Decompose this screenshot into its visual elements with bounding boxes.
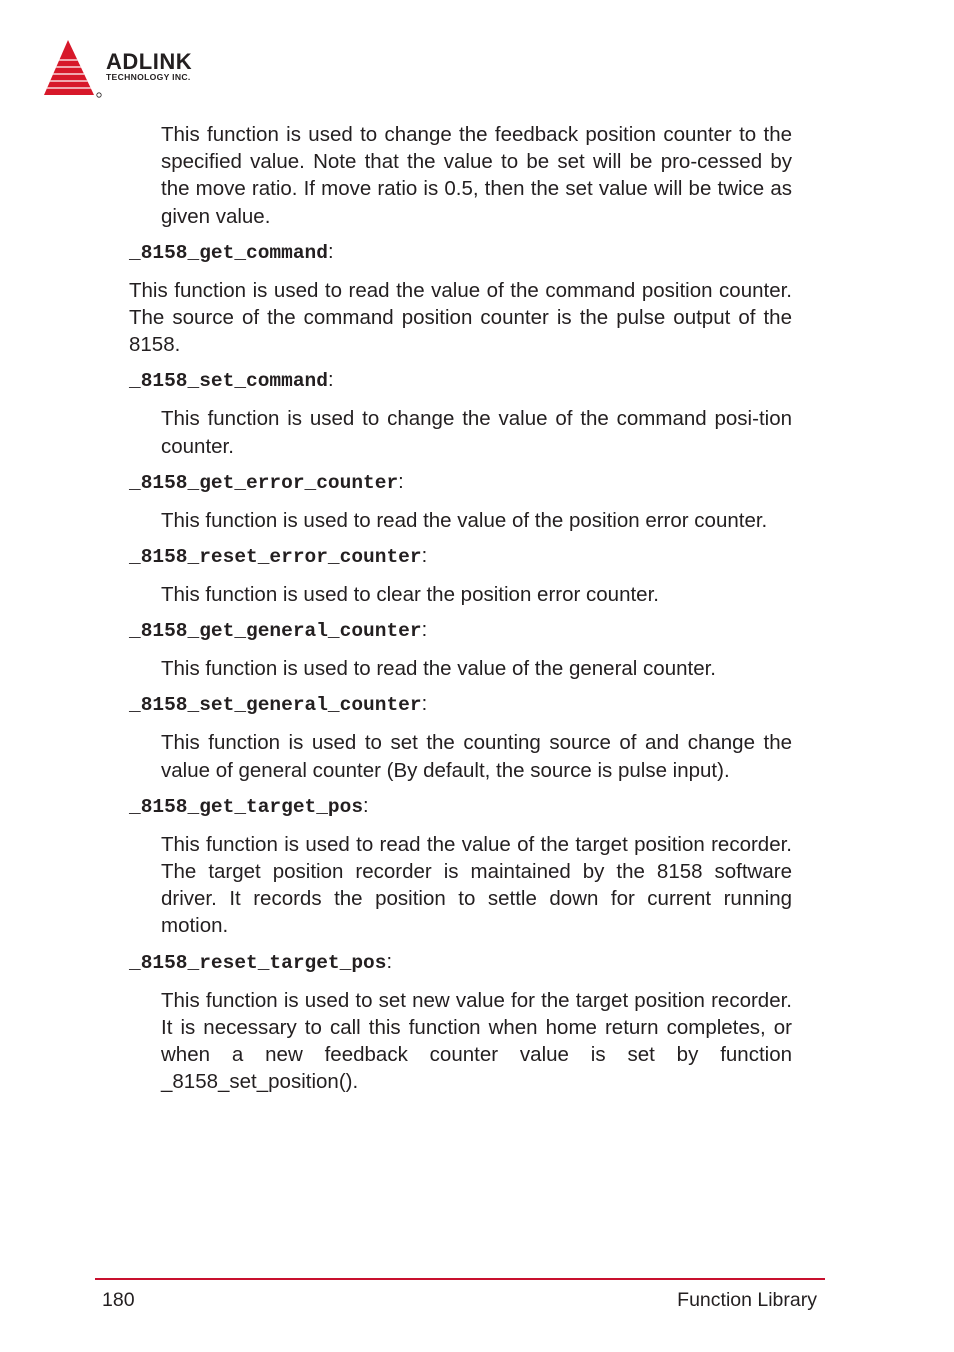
description-paragraph: This function is used to change the value of the command posi-tion counter. [161,407,792,458]
function-heading [129,692,792,717]
page-body [129,121,792,1095]
description-paragraph: This function is used to read the value of the general counter. [161,657,716,681]
function-name: _8158_get_target_pos [129,795,364,818]
function-heading [129,618,792,643]
function-heading [129,950,792,975]
function-colon: : [421,545,428,568]
adlink-triangle-icon [42,38,242,100]
function-name: _8158_get_command [129,241,328,264]
function-colon: : [421,693,428,716]
function-heading [129,240,792,265]
function-heading [129,470,792,495]
function-name: _8158_get_general_counter [129,620,422,643]
function-name: _8158_set_general_counter [129,694,422,717]
function-colon: : [363,794,369,817]
description-paragraph: This function is used to set new value for the target position recorder. It is necessary to call this function when home return completes, or when a new feedback counter value is set by function _8158_set_position(). [161,988,792,1094]
logo-wordmark: ADLINK [106,49,193,74]
logo-tagline: TECHNOLOGY INC. [106,72,191,82]
description-paragraph: This function is used to read the value of the command position counter. The source of the command position counter is the pulse output of the 8158. [129,278,792,357]
description-paragraph: This function is used to read the value of the target position recorder. The target position recorder is maintained by the 8158 software driver. It records the position to settle down for current running motion. [161,832,792,938]
function-heading [129,544,792,569]
description-paragraph: This function is used to clear the position error counter. [161,583,659,607]
function-name: _8158_reset_error_counter [129,546,422,569]
function-colon: : [327,369,334,392]
page-number: 180 [102,1289,135,1311]
function-colon: : [421,619,428,642]
description-paragraph: This function is used to read the value of the position error counter. [161,508,768,532]
function-colon: : [386,950,393,973]
function-name: _8158_set_command [129,370,328,393]
description-paragraph: This function is used to change the feedback position counter to the specified value. Note that the value to be set will be pro-cessed by the move ratio. If move ratio is 0.5, then the set value will be twice as given value. [161,123,792,228]
section-title: Function Library [677,1289,817,1311]
function-colon: : [398,470,404,493]
function-heading [129,794,792,819]
description-paragraph: This function is used to set the counting source of and change the value of general counter (By default, the source is pulse input). [161,731,792,782]
function-name: _8158_reset_target_pos [129,951,387,974]
adlink-logo [42,38,242,100]
function-colon: : [327,240,334,263]
function-heading [129,368,792,393]
function-name: _8158_get_error_counter [129,471,399,494]
footer-divider [95,1278,825,1280]
